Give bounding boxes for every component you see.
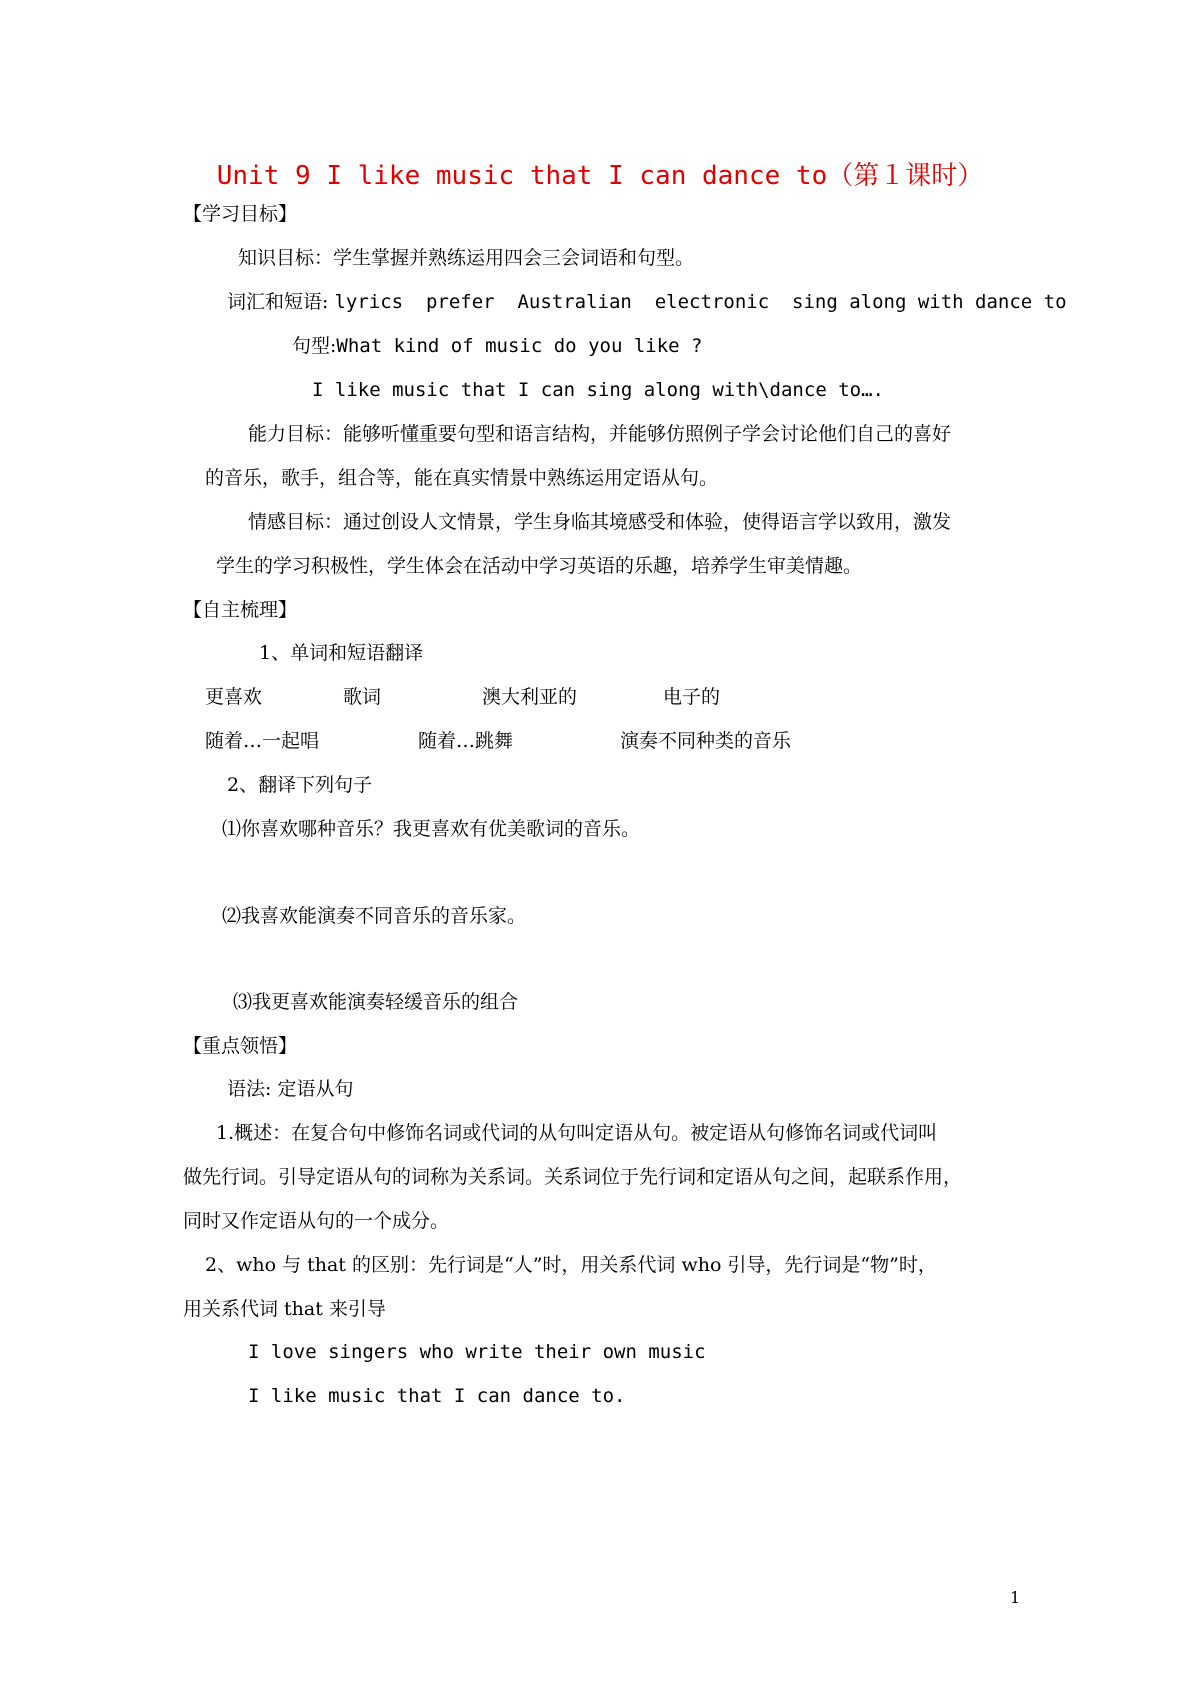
knowledge-objective: 知识目标：学生掌握并熟练运用四会三会词语和句型。 xyxy=(238,247,695,269)
task-1-label: 1、单词和短语翻译 xyxy=(259,642,424,664)
translate-sentence-2: ⑵我喜欢能演奏不同音乐的音乐家。 xyxy=(222,905,527,927)
self-study-heading: 【自主梳理】 xyxy=(183,599,298,621)
vocab-prompt-dance-to: 随着…跳舞 xyxy=(418,730,514,752)
task-2-label: 2、翻译下列句子 xyxy=(227,774,373,796)
vocab-prompt-australian: 澳大利亚的 xyxy=(482,686,578,708)
vocab-prompt-electronic: 电子的 xyxy=(663,686,721,708)
who-that-difference-line-1: 2、who 与 that 的区别：先行词是“人”时，用关系代词 who 引导，先行词是“物”时， xyxy=(205,1254,937,1276)
objectives-heading: 【学习目标】 xyxy=(183,203,298,225)
vocab-terms: lyrics prefer Australian electronic sing along with dance to xyxy=(334,291,1067,313)
pattern-label: 句型: xyxy=(292,335,337,357)
vocab-label: 词汇和短语: xyxy=(227,291,329,313)
pattern-line-1 xyxy=(292,334,702,358)
document-title: Unit 9 I like music that I can dance to（第１课时） xyxy=(216,161,984,191)
vocab-line xyxy=(227,290,1067,314)
who-that-difference-line-2: 用关系代词 that 来引导 xyxy=(183,1298,386,1320)
page-number: 1 xyxy=(1010,1588,1021,1607)
emotion-objective-line-2: 学生的学习积极性，学生体会在活动中学习英语的乐趣，培养学生审美情趣。 xyxy=(216,555,863,577)
example-sentence-2: I like music that I can dance to. xyxy=(248,1385,626,1407)
example-sentence-1: I love singers who write their own music xyxy=(248,1341,706,1363)
grammar-topic: 语法: 定语从句 xyxy=(227,1078,354,1100)
vocab-prompt-prefer: 更喜欢 xyxy=(205,686,263,708)
translate-sentence-1: ⑴你喜欢哪种音乐？我更喜欢有优美歌词的音乐。 xyxy=(222,818,641,840)
key-points-heading: 【重点领悟】 xyxy=(183,1035,298,1057)
pattern-2: I like music that I can sing along with\dance to…. xyxy=(312,379,884,401)
ability-objective-line-1: 能力目标：能够听懂重要句型和语言结构，并能够仿照例子学会讨论他们自己的喜好 xyxy=(248,423,952,445)
translate-sentence-3: ⑶我更喜欢能演奏轻缓音乐的组合 xyxy=(233,991,519,1013)
overview-line-2: 做先行词。引导定语从句的词称为关系词。关系词位于先行词和定语从句之间，起联系作用， xyxy=(183,1166,963,1188)
vocab-prompt-sing-along: 随着…一起唱 xyxy=(205,730,320,752)
overview-line-3: 同时又作定语从句的一个成分。 xyxy=(183,1210,450,1232)
vocab-prompt-play-music: 演奏不同种类的音乐 xyxy=(620,730,792,752)
ability-objective-line-2: 的音乐，歌手，组合等，能在真实情景中熟练运用定语从句。 xyxy=(205,467,719,489)
vocab-prompt-lyrics: 歌词 xyxy=(343,686,382,708)
emotion-objective-line-1: 情感目标：通过创设人文情景，学生身临其境感受和体验，使得语言学以致用，激发 xyxy=(248,511,952,533)
overview-line-1: 1.概述：在复合句中修饰名词或代词的从句叫定语从句。被定语从句修饰名词或代词叫 xyxy=(216,1122,938,1144)
pattern-1: What kind of music do you like ? xyxy=(336,335,703,357)
